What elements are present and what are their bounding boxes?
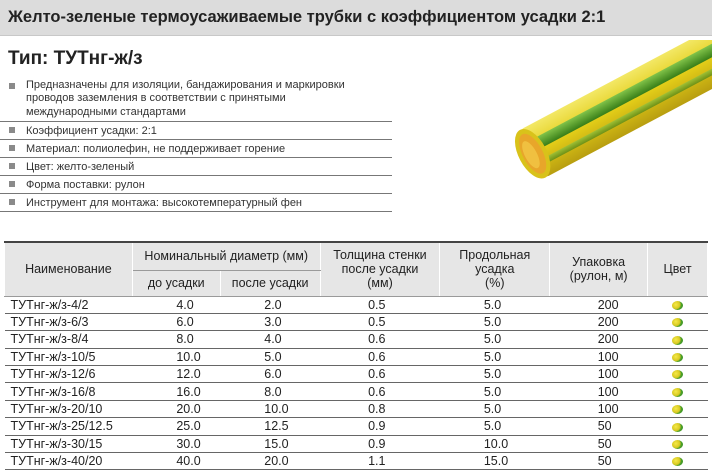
cell-wall: 0.6 — [320, 331, 440, 348]
yellow-green-dot-icon — [672, 336, 683, 345]
property-text: международными стандартами — [26, 105, 186, 118]
property-color — [0, 158, 392, 176]
properties-list — [0, 78, 392, 212]
cell-shrink: 5.0 — [440, 296, 550, 313]
cell-pack: 200 — [550, 296, 648, 313]
table-row — [5, 400, 708, 417]
cell-shrink: 5.0 — [440, 366, 550, 383]
cell-pack: 200 — [550, 313, 648, 330]
cell-before: 25.0 — [132, 418, 220, 435]
header-text: усадка — [475, 262, 515, 277]
cell-shrink: 5.0 — [440, 331, 550, 348]
header-diameter: Номинальный диаметр (мм) — [132, 242, 320, 270]
bullet-icon — [9, 163, 15, 169]
cell-after: 4.0 — [220, 331, 320, 348]
property-supply-form — [0, 176, 392, 194]
header-text: Продольная — [459, 248, 531, 263]
property-purpose — [0, 78, 392, 122]
yellow-green-dot-icon — [672, 353, 683, 362]
header-text: (%) — [485, 276, 505, 291]
table-row — [5, 418, 708, 435]
cell-color — [648, 453, 708, 470]
cell-name: ТУТнг-ж/з-25/12.5 — [5, 418, 133, 435]
yellow-green-dot-icon — [672, 440, 683, 449]
cell-before: 4.0 — [132, 296, 220, 313]
cell-wall: 1.1 — [320, 453, 440, 470]
cell-shrink: 15.0 — [440, 453, 550, 470]
cell-shrink: 10.0 — [440, 435, 550, 452]
cell-pack: 100 — [550, 383, 648, 400]
cell-before: 8.0 — [132, 331, 220, 348]
cell-wall: 0.5 — [320, 313, 440, 330]
cell-wall: 0.6 — [320, 348, 440, 365]
yellow-green-dot-icon — [672, 370, 683, 379]
cell-wall: 0.6 — [320, 383, 440, 400]
yellow-green-dot-icon — [672, 318, 683, 327]
yellow-green-dot-icon — [672, 405, 683, 414]
cell-wall: 0.9 — [320, 435, 440, 452]
cell-color — [648, 366, 708, 383]
cell-color — [648, 348, 708, 365]
property-text: Коэффициент усадки: 2:1 — [26, 125, 157, 137]
cell-name: ТУТнг-ж/з-20/10 — [5, 400, 133, 417]
cell-color — [648, 296, 708, 313]
page-title: Желто-зеленые термоусаживаемые трубки с коэффициентом усадки 2:1 — [0, 0, 712, 36]
cell-pack: 200 — [550, 331, 648, 348]
table-row — [5, 348, 708, 365]
property-shrink-ratio — [0, 122, 392, 140]
cell-color — [648, 400, 708, 417]
yellow-green-dot-icon — [672, 457, 683, 466]
cell-name: ТУТнг-ж/з-10/5 — [5, 348, 133, 365]
table-row — [5, 366, 708, 383]
cell-shrink: 5.0 — [440, 383, 550, 400]
cell-pack: 50 — [550, 435, 648, 452]
cell-wall: 0.6 — [320, 366, 440, 383]
cell-after: 2.0 — [220, 296, 320, 313]
cell-name: ТУТнг-ж/з-16/8 — [5, 383, 133, 400]
cell-pack: 100 — [550, 400, 648, 417]
cell-wall: 0.9 — [320, 418, 440, 435]
header-color: Цвет — [648, 242, 708, 296]
bullet-icon — [9, 83, 15, 89]
header-text: Упаковка — [572, 255, 626, 270]
cell-wall: 0.8 — [320, 400, 440, 417]
bullet-icon — [9, 145, 15, 151]
cell-name: ТУТнг-ж/з-40/20 — [5, 453, 133, 470]
yellow-green-dot-icon — [672, 388, 683, 397]
header-before: до усадки — [132, 270, 220, 296]
cell-pack: 100 — [550, 348, 648, 365]
cell-shrink: 5.0 — [440, 418, 550, 435]
yellow-green-dot-icon — [672, 301, 683, 310]
cell-before: 16.0 — [132, 383, 220, 400]
cell-name: ТУТнг-ж/з-12/6 — [5, 366, 133, 383]
header-package — [550, 242, 648, 296]
header-text: (рулон, м) — [569, 269, 628, 284]
cell-color — [648, 418, 708, 435]
cell-color — [648, 383, 708, 400]
bullet-icon — [9, 127, 15, 133]
cell-after: 10.0 — [220, 400, 320, 417]
spec-table — [4, 241, 708, 470]
cell-before: 30.0 — [132, 435, 220, 452]
header-wall — [320, 242, 440, 296]
cell-pack: 100 — [550, 366, 648, 383]
bullet-icon — [9, 199, 15, 205]
cell-color — [648, 435, 708, 452]
property-text: Цвет: желто-зеленый — [26, 161, 135, 173]
table-row — [5, 435, 708, 452]
tube-product-image — [468, 40, 712, 220]
property-tool — [0, 194, 392, 212]
cell-name: ТУТнг-ж/з-4/2 — [5, 296, 133, 313]
cell-after: 15.0 — [220, 435, 320, 452]
table-row — [5, 313, 708, 330]
cell-pack: 50 — [550, 453, 648, 470]
cell-name: ТУТнг-ж/з-6/3 — [5, 313, 133, 330]
cell-wall: 0.5 — [320, 296, 440, 313]
header-after: после усадки — [220, 270, 320, 296]
cell-after: 8.0 — [220, 383, 320, 400]
cell-before: 10.0 — [132, 348, 220, 365]
cell-pack: 50 — [550, 418, 648, 435]
cell-name: ТУТнг-ж/з-30/15 — [5, 435, 133, 452]
header-text: Толщина стенки — [333, 248, 427, 263]
table-row — [5, 383, 708, 400]
property-text: Материал: полиолефин, не поддерживает горение — [26, 143, 286, 155]
table-row — [5, 453, 708, 470]
property-text: Предназначены для изоляции, бандажирования и маркировки — [26, 79, 345, 91]
header-text: после усадки — [341, 262, 419, 277]
table-row — [5, 331, 708, 348]
cell-color — [648, 331, 708, 348]
cell-before: 12.0 — [132, 366, 220, 383]
cell-shrink: 5.0 — [440, 348, 550, 365]
header-longitudinal — [440, 242, 550, 296]
property-material — [0, 140, 392, 158]
cell-before: 6.0 — [132, 313, 220, 330]
property-text: Инструмент для монтажа: высокотемпературный фен — [26, 197, 303, 209]
cell-after: 20.0 — [220, 453, 320, 470]
table-header-row — [5, 242, 708, 270]
table-body — [5, 296, 708, 470]
cell-name: ТУТнг-ж/з-8/4 — [5, 331, 133, 348]
property-text: проводов заземления в соответствии с принятыми — [26, 92, 286, 105]
property-text: Форма поставки: рулон — [26, 179, 145, 191]
cell-color — [648, 313, 708, 330]
product-type: Тип: ТУТнг-ж/з — [8, 48, 143, 69]
cell-shrink: 5.0 — [440, 400, 550, 417]
cell-after: 6.0 — [220, 366, 320, 383]
cell-after: 3.0 — [220, 313, 320, 330]
table-row — [5, 296, 708, 313]
header-name: Наименование — [5, 242, 133, 296]
cell-shrink: 5.0 — [440, 313, 550, 330]
cell-before: 40.0 — [132, 453, 220, 470]
cell-after: 5.0 — [220, 348, 320, 365]
yellow-green-dot-icon — [672, 423, 683, 432]
header-text: (мм) — [367, 276, 393, 291]
cell-before: 20.0 — [132, 400, 220, 417]
cell-after: 12.5 — [220, 418, 320, 435]
bullet-icon — [9, 181, 15, 187]
